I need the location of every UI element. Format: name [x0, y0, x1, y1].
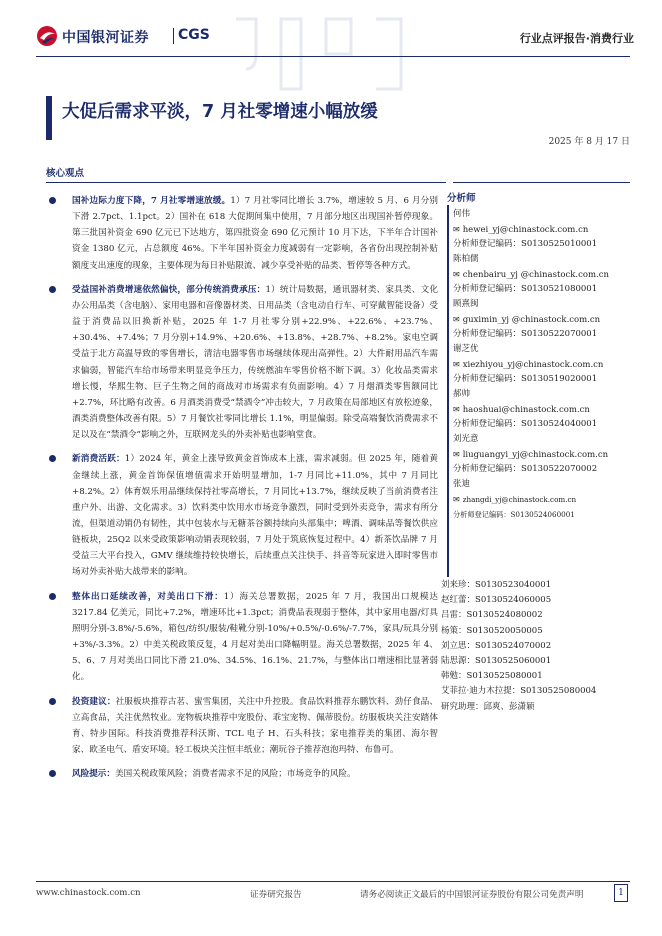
analyst-email[interactable]	[453, 222, 631, 237]
list-item: 陆思源：S0130525060001	[441, 655, 552, 666]
title-accent-bar	[46, 96, 52, 140]
watermark-icon	[226, 14, 416, 94]
report-type: 行业点评报告·消费行业	[519, 32, 634, 45]
core-viewpoint-heading: 核心观点	[46, 168, 85, 179]
bullet-text: 社服板块推荐古茗、蜜雪集团，关注中升控股。食品饮料推荐东鹏饮料、劲仔食品、立高食品，关注优然牧业。宠物板块推荐中宠股份、乖宝宠物、佩蒂股份。纺服板块关注安踏体育、特步国际。科技消费推荐科沃斯、TCL 电子 H、石头科技；家电推荐美的集团、海尔智家、欧圣电气、盾安环境。轻工板块关注恒丰纸业；潮玩谷子推荐泡泡玛特、布鲁可。	[72, 696, 438, 755]
analyst-registration: 分析师登记编码：S0130522070001	[453, 329, 598, 339]
bullet-lead: 新消费活跃：	[72, 454, 125, 465]
brand-divider	[173, 28, 174, 44]
mail-icon: ✉	[453, 360, 460, 369]
page-number: 1	[614, 884, 628, 902]
bullet-dot-icon	[49, 770, 56, 777]
bullet-dot-icon	[49, 455, 56, 462]
footer-divider	[36, 881, 630, 882]
bullet-dot-icon	[49, 197, 56, 204]
bullet-text: 1）海关总署数据，2025 年 7 月，我国出口规模达 3217.84 亿美元，同比+7.2%，增速环比+1.3pct；消费品表现弱于整体，其中家用电器/灯具照明分别-3.8%/-5.6%，箱包/纺织/服装/鞋靴分别-10%/+0.5%/-0.6%/-7.7%，家具/玩具分别+3%/-3.3%。2）中美关税政策反复，4 月起对美出口降幅明显。海关总署数据，2025 年 4、5、6、7 月对美出口同比下滑 21.0%、34.5%、16.1%、21.7%，与整体出口增速相比显著弱化。	[72, 591, 438, 683]
list-item	[46, 451, 438, 580]
list-item: 刘来珍：S0130523040001	[441, 580, 552, 590]
brand-name-en: CGS	[178, 27, 210, 43]
list-item	[46, 282, 438, 444]
analyst-name: 张迪	[453, 479, 471, 489]
analyst-registration: 分析师登记编码：S0130525010001	[453, 239, 598, 249]
mail-icon: ✉	[453, 315, 460, 324]
footer-website-link[interactable]: www.chinastock.com.cn	[36, 888, 141, 898]
analyst-email[interactable]	[453, 402, 631, 417]
header-divider	[36, 56, 630, 57]
analyst-email-text[interactable]: haoshuai@chinastock.com.cn	[462, 405, 590, 415]
bullet-text: 1）统计局数据，通讯器材类、家具类、文化办公用品类（含电脑）、家用电器和音像器材类、日用品类（含电动自行车、可穿戴智能设备）受益于消费品以旧换新补贴，2025 年 1-7 月社零分别+22.9%、+22.6%、+23.7%、+30.4%、+7.4%；7 月分别+14.9%、+20.6%、+13.8%、+28.7%、+8.2%。家电空调受益于北方高温导致的零售增长，清洁电器零售市场继续体现出高弹性。2）大件耐用品汽车需求偏弱，智能汽车给市场带来明显竞争压力，传统燃油车零售价格不断下调。3）化妆品类需求增长慢，华熙生物、巨子生物之间的商战对市场需求有负面影响。4）7 月烟酒类零售额同比+2.7%，环比略有改善。6 月酒类消费受“禁酒令”冲击较大，7 月政策在局部地区有放松迹象，酒类消费整体改善有限。5）7 月餐饮社零同比增长 1.1%，明显偏弱。除受高端餐饮消费需求不足以及在“禁酒令”影响之外，互联网龙头的外卖补贴也影响堂食。	[72, 284, 438, 441]
brand-logo-icon	[36, 25, 58, 47]
contributor-list	[441, 578, 631, 715]
analyst-email-text[interactable]: guximin_yj @chinastock.com.cn	[462, 315, 601, 325]
analyst-name: 陈柏儒	[453, 254, 479, 264]
list-item	[46, 694, 438, 759]
analyst-registration: 分析师登记编码：S0130519020001	[453, 374, 598, 384]
analyst-email-text[interactable]: chenbairu_yj @chinastock.com.cn	[462, 270, 609, 280]
bullet-lead: 国补边际力度下降，7 月社零增速放缓。	[72, 196, 231, 206]
bullet-lead: 风险提示：	[72, 769, 115, 780]
report-title: 大促后需求平淡，7 月社零增速小幅放缓	[62, 102, 378, 122]
analyst-registration: 分析师登记编码：S0130524040001	[453, 419, 598, 429]
analyst-name: 刘光意	[453, 434, 479, 444]
analyst-email-text[interactable]: zhangdi_yj@chinastock.com.cn	[462, 495, 577, 504]
bullet-text: 美国关税政策风险；消费者需求不足的风险；市场竞争的风险。	[114, 769, 356, 780]
analyst-email-text[interactable]: hewei_yj@chinastock.com.cn	[462, 225, 589, 235]
analyst-name: 顾熹闽	[453, 299, 479, 309]
bullet-lead: 受益国补消费增速依然偏快，部分传统消费承压：	[72, 284, 266, 295]
list-item: 刘立思：S0130524070002	[441, 640, 552, 651]
footer-disclaimer: 请务必阅读正文最后的中国银河证券股份有限公司免责声明	[360, 890, 584, 900]
analyst-registration: 分析师登记编码：S0130524060001	[453, 510, 575, 519]
bullet-dot-icon	[49, 286, 56, 293]
report-date: 2025 年 8 月 17 日	[548, 137, 630, 147]
analyst-name: 郝帅	[453, 389, 471, 399]
footer-category: 证券研究报告	[250, 890, 302, 900]
analyst-email[interactable]	[453, 492, 631, 507]
mail-icon: ✉	[453, 405, 460, 414]
list-item: 韩勉：S0130525080001	[441, 671, 543, 682]
list-item	[46, 589, 438, 686]
analyst-heading: 分析师	[447, 193, 476, 204]
analyst-registration: 分析师登记编码：S0130522070002	[453, 464, 598, 474]
analyst-email[interactable]	[453, 312, 631, 327]
sidebar-accent-bar	[447, 205, 449, 577]
list-item: 研究助理：邱爽、彭潇颖	[441, 701, 535, 712]
analyst-email[interactable]	[453, 357, 631, 372]
bullet-lead: 整体出口延续改善，对美出口下滑：	[72, 591, 224, 602]
bullet-dot-icon	[49, 698, 56, 705]
list-item: 杨策：S0130520050005	[441, 625, 543, 636]
brand-name-cn: 中国银河证券	[62, 30, 149, 46]
analyst-email-text[interactable]: xiezhiyou_yj@chinastock.com.cn	[462, 360, 604, 370]
bullet-dot-icon	[49, 593, 56, 600]
analyst-email[interactable]	[453, 267, 631, 282]
list-item	[46, 766, 438, 782]
analyst-registration: 分析师登记编码：S0130521080001	[453, 284, 598, 294]
list-item: 赵红蕾：S0130524060005	[441, 595, 552, 606]
bullet-text: 1）2024 年，黄金上涨导致黄金首饰成本上涨，需求减弱。但 2025 年，随着黄金继续上涨，黄金首饰保值增值需求开始明显增加，1-7 月同比+11.0%，其中 7 月同比+8.2%。2）体育娱乐用品继续保持社零高增长，7 月同比+13.7%，继续反映了当前消费者注重户外、出游、文化需求。3）饮料类中饮用水市场竞争激烈，同时受到外卖竞争，需求有所分流，但渠道动销仍有韧性，其中包装水与无糖茶谷额持续向头部集中；啤酒、调味品等餐饮供应链板块，25Q2 以来受政策影响动销表现较弱，7 月处于筑底恢复过程中。4）新茶饮品牌 7 月受益三大平台投入，GMV 继续维持较快增长，后续重点关注快手、抖音等玩家进入即时零售市场对外卖补贴大战带来的影响。	[72, 454, 438, 578]
bullet-text: 1）7 月社零同比增长 3.7%，增速较 5 月、6 月分别下滑 2.7pct、1.1pct。2）国补在 618 大促期间集中使用，7 月部分地区出现国补暂停现象。第三批国补资金 690 亿元已下达地方，第四批资金 690 亿元预计 10 月下达，下半年合计国补资金 1380 亿元，占总额度 46%。下半年国补资金力度减弱有一定影响，各省份出现控制补贴额度支出速度的现象，主要体现为每日补贴限流、减少享受补贴的品类、暂停等各种方式。	[72, 196, 438, 271]
mail-icon: ✉	[453, 270, 460, 279]
core-viewpoint-list	[46, 193, 438, 790]
core-viewpoint-divider	[46, 182, 446, 183]
mail-icon: ✉	[453, 225, 460, 234]
analyst-name: 何伟	[453, 209, 471, 219]
list-item: 艾菲拉·迪力木拉提：S0130525080004	[441, 686, 597, 697]
analyst-list	[453, 207, 631, 522]
list-item: 吕雷：S0130524080002	[441, 610, 543, 621]
sidebar-divider	[453, 182, 630, 183]
analyst-email[interactable]	[453, 447, 631, 462]
list-item	[46, 193, 438, 274]
analyst-name: 谢芝优	[453, 344, 479, 354]
bullet-lead: 投资建议：	[72, 696, 116, 707]
mail-icon: ✉	[453, 450, 460, 459]
analyst-email-text[interactable]: liuguangyi_yj@chinastock.com.cn	[462, 450, 609, 460]
mail-icon: ✉	[453, 495, 460, 504]
